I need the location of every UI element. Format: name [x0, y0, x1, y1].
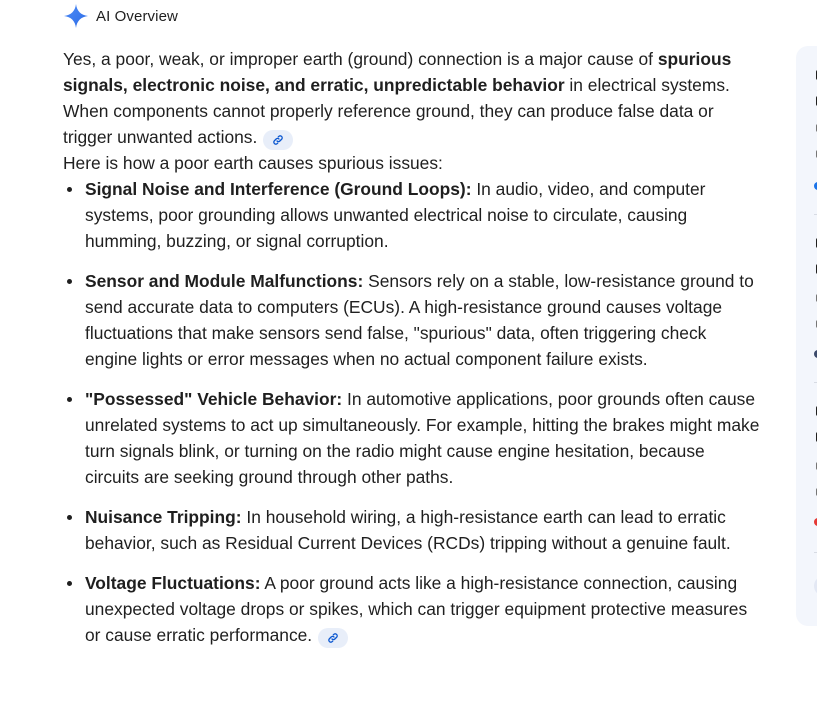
item-text: In automotive applications, poor grounds often cause unrelated systems to act up simultaneously. For example, hitting the brakes might make turn signals blink, or turning on the radio might cause engine hesitation, because circuits are seeking ground through other paths. — [85, 389, 760, 487]
item-text: Sensors rely on a stable, low-resistance ground to send accurate data to computers (ECUs). A high-resistance ground causes voltage fluctuations that make sensors send false, "spurious" data, often triggering check engine lights or error messages when no actual component failure exists. — [85, 271, 754, 369]
ai-overview-content — [63, 46, 763, 662]
intro-emphasis: spurious signals, electronic noise, and erratic, unpredictable behavior — [63, 49, 732, 95]
list-intro: Here is how a poor earth causes spurious issues: — [63, 153, 443, 173]
source-link-button[interactable] — [263, 130, 293, 150]
item-title: "Possessed" Vehicle Behavior: — [85, 389, 343, 409]
source-card[interactable] — [796, 216, 817, 382]
intro-text-start: Yes, a poor, weak, or improper earth (ground) connection is a major cause of — [63, 49, 658, 69]
item-text: In household wiring, a high-resistance earth can lead to erratic behavior, such as Residual Current Devices (RCDs) tripping without a genuine fault. — [85, 507, 731, 553]
item-text: In audio, video, and computer systems, poor grounding allows unwanted electrical noise to circulate, causing humming, buzzing, or signal corruption. — [85, 179, 706, 251]
link-icon — [327, 632, 339, 644]
item-title: Sensor and Module Malfunctions: — [85, 271, 364, 291]
item-title: Nuisance Tripping: — [85, 507, 242, 527]
source-card[interactable] — [796, 384, 817, 554]
ai-overview-title: AI Overview — [96, 7, 178, 25]
list-item — [63, 176, 763, 254]
item-text: A poor ground acts like a high-resistance connection, causing unexpected voltage drops or spikes, which can trigger equipment protective measures or cause erratic performance. — [85, 573, 748, 645]
item-title: Voltage Fluctuations: — [85, 573, 261, 593]
intro-text-end: in electrical systems. When components cannot properly reference ground, they can produce false data or trigger unwanted actions. — [63, 75, 730, 147]
intro-paragraph — [63, 46, 763, 150]
link-icon — [272, 134, 284, 146]
source-link-button[interactable] — [318, 628, 348, 648]
list-item — [63, 386, 763, 490]
item-title: Signal Noise and Interference (Ground Loops): — [85, 179, 472, 199]
list-item — [63, 504, 763, 556]
causes-list — [63, 176, 763, 648]
sources-panel[interactable] — [796, 46, 817, 626]
ai-overview-header — [63, 3, 178, 29]
list-item — [63, 570, 763, 648]
source-card[interactable] — [796, 46, 817, 216]
list-item — [63, 268, 763, 372]
gemini-sparkle-icon — [63, 3, 89, 29]
